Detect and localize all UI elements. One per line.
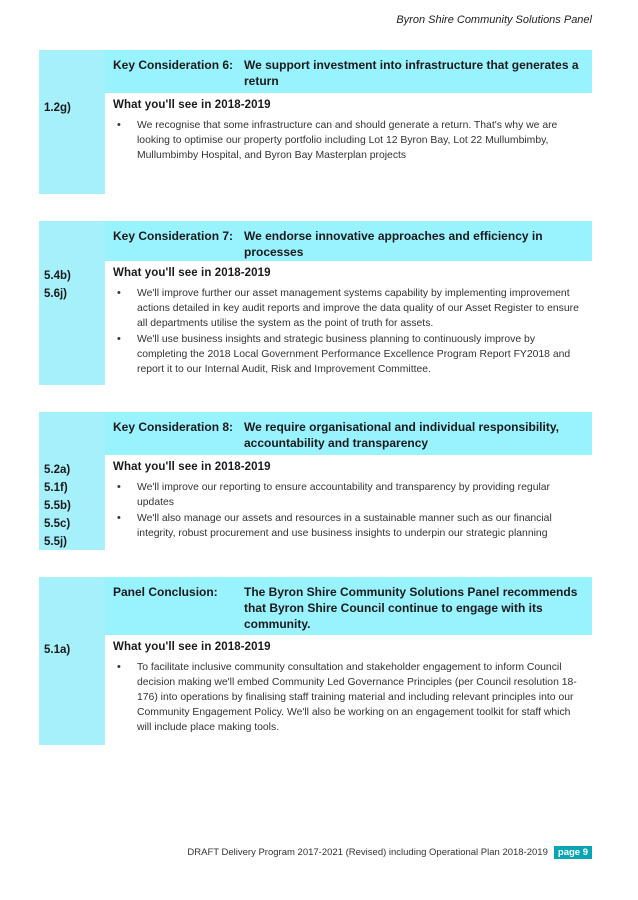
section-subheading: What you'll see in 2018-2019 [113, 461, 271, 473]
code-label: 5.2a) [44, 464, 71, 476]
section-header [39, 577, 592, 635]
bullet-item: • We recognise that some infrastructure can and should generate a return. That's why we are looking to optimise our property portfolio including Lot 12 Byron Bay, Lot 22 Mullumbimby, Mullumbimby Hospital, and Byron Bay Masterplan projects [113, 118, 586, 163]
section-heading: We endorse innovative approaches and efficiency in processes [244, 229, 543, 259]
section-body [39, 261, 592, 385]
section-label: Key Consideration 7: [113, 229, 234, 243]
code-label: 5.6j) [44, 288, 68, 300]
section-heading: We require organisational and individual responsibility, accountability and transparency [244, 420, 559, 450]
code-column [39, 635, 105, 745]
section-subheading: What you'll see in 2018-2019 [113, 267, 271, 279]
bullet-list [113, 118, 586, 163]
section-body [39, 455, 592, 550]
key-consideration-6-section [39, 50, 592, 194]
section-body [39, 93, 592, 194]
bullet-list [113, 660, 586, 735]
section-label: Key Consideration 6: [113, 58, 234, 72]
bullet-item: • We'll improve our reporting to ensure accountability and transparency by providing regular updates [113, 480, 586, 510]
code-label: 5.5b) [44, 500, 71, 512]
section-body [39, 635, 592, 745]
bullet-item: • We'll also manage our assets and resources in a sustainable manner such as our financial integrity, robust procurement and use business insights to underpin our strategic planning [113, 511, 586, 541]
code-column [39, 93, 105, 194]
section-subheading: What you'll see in 2018-2019 [113, 99, 271, 111]
bullet-item: • We'll use business insights and strategic business planning to continuously improve by completing the 2018 Local Government Performance Excellence Program Report FY2018 and report it to our Internal Audit, Risk and Improvement Committee. [113, 332, 586, 377]
section-header [39, 412, 592, 455]
bullet-list [113, 286, 586, 377]
section-subheading: What you'll see in 2018-2019 [113, 641, 271, 653]
document-header-title: Byron Shire Community Solutions Panel [396, 14, 592, 26]
code-label: 5.5j) [44, 536, 68, 548]
section-heading: The Byron Shire Community Solutions Panel recommends that Byron Shire Council continue to engage with its community. [244, 585, 578, 631]
bullet-item: • We'll improve further our asset management systems capability by implementing improvement actions detailed in key audit reports and improve the data quality of our Asset Register to ensure all departments utilise the system as the point of truth for assets. [113, 286, 586, 331]
key-consideration-7-section [39, 221, 592, 385]
section-label: Key Consideration 8: [113, 420, 234, 434]
section-label: Panel Conclusion: [113, 585, 218, 599]
footer-text: DRAFT Delivery Program 2017-2021 (Revised) including Operational Plan 2018-2019 [187, 847, 548, 858]
code-label: 5.1f) [44, 482, 68, 494]
page-number-badge: page 9 [554, 846, 592, 859]
key-consideration-8-section [39, 412, 592, 550]
section-header [39, 221, 592, 261]
section-heading: We support investment into infrastructure that generates a return [244, 58, 579, 88]
code-label: 5.5c) [44, 518, 71, 530]
code-label: 5.4b) [44, 270, 71, 282]
code-label: 1.2g) [44, 102, 71, 114]
code-column [39, 455, 105, 550]
page-footer [187, 846, 592, 859]
section-header [39, 50, 592, 93]
bullet-item: • To facilitate inclusive community consultation and stakeholder engagement to inform Council decision making we'll embed Community Led Governance Principles (per Council resolution 18-176) into operations by finalising staff training material and including relevant principles into our Community Engagement Policy. We'll also be working on an engagement toolkit for staff which will include place making tools. [113, 660, 586, 735]
panel-conclusion-section [39, 577, 592, 745]
code-column [39, 261, 105, 385]
code-label: 5.1a) [44, 644, 71, 656]
bullet-list [113, 480, 586, 541]
